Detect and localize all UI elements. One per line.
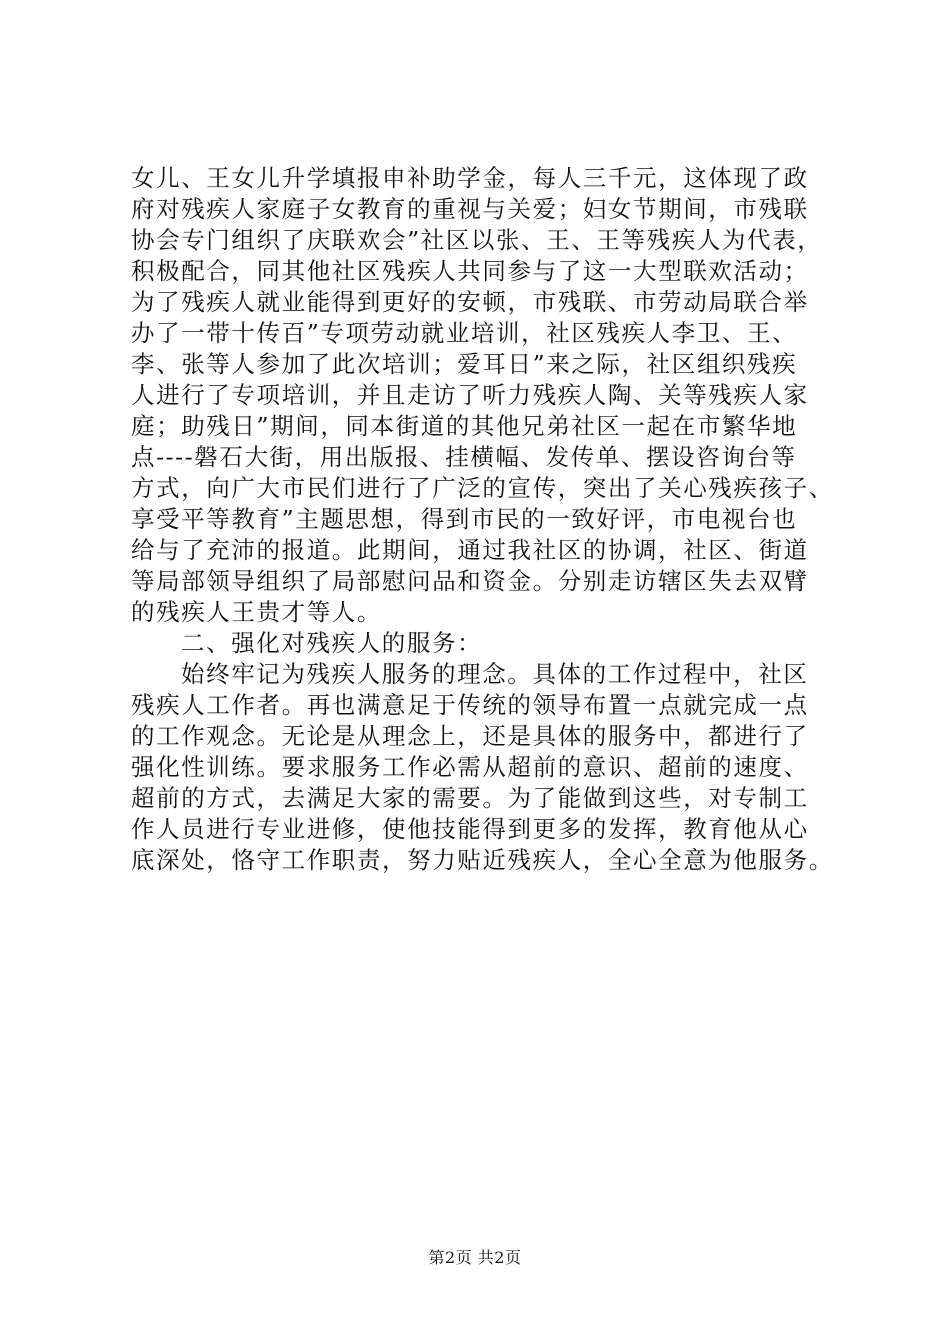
text-line: 作人员进行专业进修，使他技能得到更多的发挥，教育他从心 <box>131 815 809 843</box>
text-line: 女儿、王女儿升学填报申补助学金，每人三千元，这体现了政 <box>131 164 809 192</box>
text-line: 协会专门组织了庆联欢会”社区以张、王、王等残疾人为代表， <box>131 226 823 254</box>
text-line: 方式，向广大市民们进行了广泛的宣传，突出了关心残疾孩子、 <box>131 474 834 502</box>
text-line: 给与了充沛的报道。此期间，通过我社区的协调，社区、街道 <box>131 536 809 564</box>
text-line: 人进行了专项培训，并且走访了听力残疾人陶、关等残疾人家 <box>131 381 809 409</box>
text-line: 府对残疾人家庭子女教育的重视与关爱；妇女节期间，市残联 <box>131 195 809 223</box>
text-line: 等局部领导组织了局部慰问品和资金。分别走访辖区失去双臂 <box>131 567 809 595</box>
document-body <box>131 163 851 876</box>
text-line: 始终牢记为残疾人服务的理念。具体的工作过程中，社区 <box>181 660 809 688</box>
text-line: 超前的方式，去满足大家的需要。为了能做到这些，对专制工 <box>131 784 809 812</box>
text-line: 强化性训练。要求服务工作必需从超前的意识、超前的速度、 <box>131 753 809 781</box>
text-line: 积极配合，同其他社区残疾人共同参与了这一大型联欢活动； <box>131 257 809 285</box>
text-line: 残疾人工作者。再也满意足于传统的领导布置一点就完成一点 <box>131 691 809 719</box>
text-line: 底深处，恪守工作职责，努力贴近残疾人，全心全意为他服务。 <box>131 846 834 874</box>
section-heading: 二、强化对残疾人的服务： <box>181 629 483 657</box>
text-line: 为了残疾人就业能得到更好的安顿，市残联、市劳动局联合举 <box>131 288 809 316</box>
text-line: 享受平等教育”主题思想，得到市民的一致好评，市电视台也 <box>131 505 798 533</box>
text-line: 的残疾人王贵才等人。 <box>131 598 382 626</box>
text-line: 的工作观念。无论是从理念上，还是具体的服务中，都进行了 <box>131 722 809 750</box>
text-line: 庭；助残日”期间，同本街道的其他兄弟社区一起在市繁华地 <box>131 412 798 440</box>
text-line: 办了一带十传百”专项劳动就业培训，社区残疾人李卫、王、 <box>131 319 798 347</box>
page-number-footer: 第2页 共2页 <box>428 1248 522 1267</box>
text-line: 李、张等人参加了此次培训；爱耳日”来之际，社区组织残疾 <box>131 350 798 378</box>
text-line: 点----磐石大街，用出版报、挂横幅、发传单、摆设咨询台等 <box>131 443 797 471</box>
